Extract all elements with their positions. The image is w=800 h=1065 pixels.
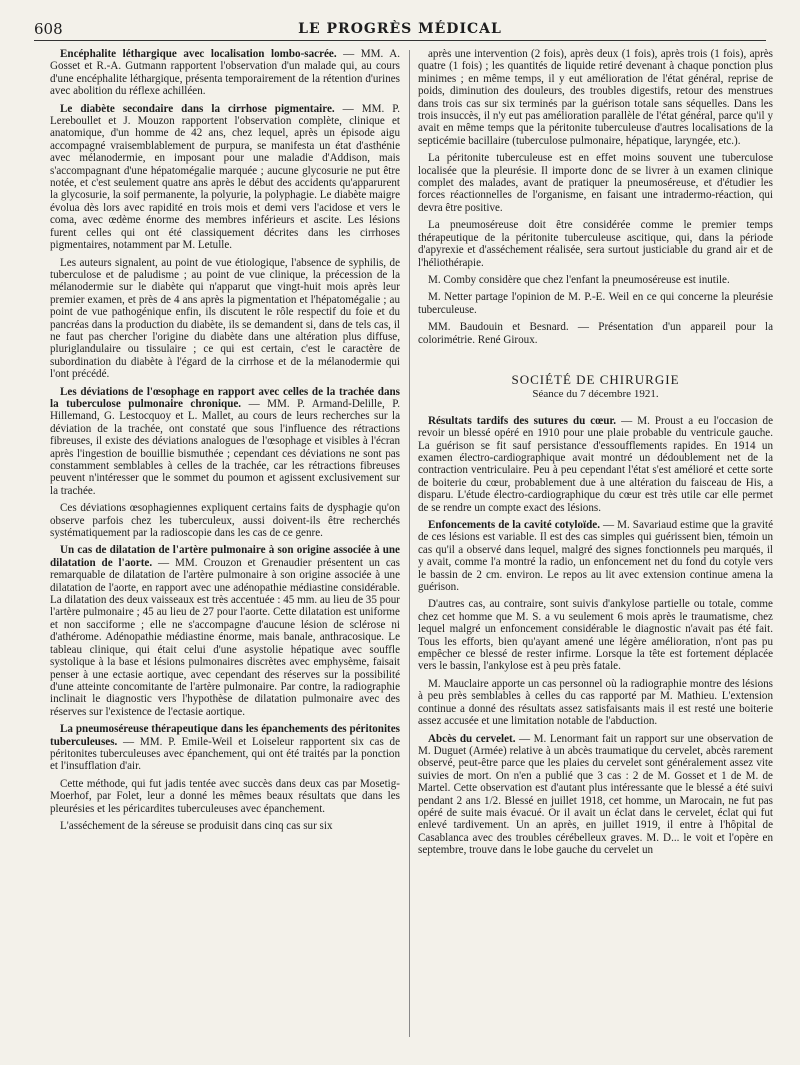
paragraph xyxy=(50,723,400,773)
paragraph xyxy=(50,778,400,815)
paragraph xyxy=(50,48,400,98)
paragraph-text: — MM. Crouzon et Grenaudier présentent un cas remarquable de dilatation de l'artère pulmonaire à son origine associée à une dilatation de l'aorte, en rapport avec une adénopathie médiastine considérable. La dilatation des deux vaisseaux est très accentuée : 45 mm. au lieu de 35 pour l'artère pulmonaire ; 45 au lieu de 27 pour l'aorte. Cette dilatation est uniforme et non sacciforme ; elle ne s'accompagne d'aucune lésion de sclérose ni d'athérome. Adénopathie médiastine énorme, mais banale, anthracosique. Le tableau clinique, qui était celui d'une asystolie hépatique avec souffle systolique à la base et lésions pulmonaires discrètes avec emphysème, faisait penser à une ectasie aortique, avec cependant des réserves sur la possibilité d'une atteinte concomitante de l'artère pulmonaire. Par contre, la radiographie inclinait le diagnostic vers l'hypothèse de dilatation pulmonaire avec des réserves sur l'existence de l'ectasie aortique. xyxy=(50,556,400,718)
paragraph xyxy=(418,598,773,672)
paragraph xyxy=(418,152,773,214)
section-title: Le diabète secondaire dans la cirrhose pigmentaire. xyxy=(60,102,335,115)
paragraph-text: — MM. P. Armand-Delille, P. Hillemand, G. Lestocquoy et L. Mallet, au cours de leurs recherches sur la déviation de la trachée, ont constaté que sous l'influence des rétractions fibreuses, il existe des déviations analogues de l'œsophage et visibles à l'écran après l'ingestion de bouillie bismuthée ; cependant ces déviations ne sont pas constamment semblables à celles de la trachée, car les rétractions fibreuses peuvent n'intéresser que le sommet du poumon et agissent exclusivement sur la trachée. xyxy=(50,397,400,497)
right-column-bottom xyxy=(418,415,773,857)
paragraph-text: — MM. A. Gosset et R.-A. Gutmann rapportent l'observation d'un malade qui, au cours d'une encéphalite léthargique, présenta temporairement de la rétention d'urines avec abolition du réflexe achilléen. xyxy=(50,48,401,98)
left-column xyxy=(50,48,400,837)
paragraph xyxy=(418,678,773,728)
section-title: Encéphalite léthargique avec localisation lombo-sacrée. xyxy=(60,48,337,60)
society-title: SOCIÉTÉ DE CHIRURGIE xyxy=(511,371,680,387)
paragraph-text: — MM. P. Lereboullet et J. Mouzon rapportent l'observation complète, clinique et anatomique, d'un homme de 42 ans, chez lequel, après un épisode aigu accompagné vraisemblablement de purpura, se manifesta un état d'asthénie avec mélanodermie, en imposant pour une maladie d'Addison, mais s'accompagnant d'une hépatomégalie marquée ; aucune glycosurie ne put être notée, et c'est seulement quatre ans après le début des accidents qu'apparurent la glycosurie, la soif permanente, la polyurie, la polyphagie. Le diabète maigre évolua dès lors avec rapidité en trois mois et demi vers l'acidose et vers le coma, avec œdème énorme des membres inférieurs et ascite. Les lésions furent celles qui ont été classiquement décrites dans les cirrhoses pigmentaires, notamment par M. Letulle. xyxy=(50,102,400,252)
paragraph-text: La péritonite tuberculeuse est en effet moins souvent une tuberculose localisée que la pleurésie. Il importe donc de se livrer à un examen clinique complet des malades, avant de pratiquer la pneumoséreuse, et d'étudier les forces réactionnelles de l'organisme, en faisant une intradermo-réaction, qui devra être positive. xyxy=(418,152,773,214)
right-column-top xyxy=(418,48,773,346)
page-header xyxy=(34,20,766,41)
section-title: Abcès du cervelet. xyxy=(428,732,516,745)
paragraph xyxy=(418,415,773,514)
paragraph-text: MM. Baudouin et Besnard. — Présentation d'un appareil pour la colorimétrie. René Giroux. xyxy=(418,321,773,346)
paragraph xyxy=(50,386,400,498)
paragraph xyxy=(418,219,773,269)
paragraph xyxy=(50,544,400,718)
paragraph-text: après une intervention (2 fois), après deux (1 fois), après trois (1 fois), après quatre (1 fois) ; les quantités de liquide retiré devenant à chaque ponction plus minimes ; en même temps, il y eut amélioration de l'état général, reprise de poids, diminution des douleurs, des troubles digestifs, retour des menstrues dans trois cas sur six terminés par la guérison totale sans séquelles. Dans les trois insuccès, il n'y eut pas amélioration parallèle de l'état général, parce qu'il y avait en même temps que la péritonite tuberculeuse d'autres localisations de la septicémie bacillaire (tuberculose pulmonaire, hépatique, laryngée, etc.). xyxy=(418,48,773,147)
paragraph xyxy=(50,257,400,381)
column-divider xyxy=(409,50,410,1037)
paragraph-text: M. Mauclaire apporte un cas personnel où la radiographie montre des lésions à peu près semblables à celles du cas rapporté par M. Mathieu. L'extension continue a donné des résultats assez satisfaisants mais il est resté une boiterie assez accusée et une limitation notable de l'abduction. xyxy=(418,677,773,728)
section-title: Résultats tardifs des sutures du cœur. xyxy=(428,414,617,427)
paragraph xyxy=(418,519,773,593)
paragraph-text: D'autres cas, au contraire, sont suivis d'ankylose partielle ou totale, comme chez cet homme que M. S. a vu seulement 6 mois après le traumatisme, chez lequel malgré un enfoncement considérable le diagnostic n'avait pas été fait. Tous les efforts, bien qu'ayant amené une légère amélioration, n'ont pas pu empêcher ce blessé de rester infirme. Lorsque la tête est fortement déplacée vers le bassin, l'ankylose est à peu près fatale. xyxy=(418,598,773,673)
paragraph xyxy=(418,48,773,147)
paragraph xyxy=(50,820,400,832)
paragraph-text: — M. Savariaud estime que la gravité de ces lésions est variable. Il est des cas simples qui guérissent bien, témoin un cas qu'il a observé dans lequel, malgré des signes fonctionnels peu marqués, il y avait, comme l'a montré la radio, un enfoncement net du fond du cotyle vers le bassin de 2 cm. environ. Le repos au lit avec extension continue amena la guérison. xyxy=(418,519,773,594)
paragraph-text: M. Netter partage l'opinion de M. P.-E. Weil en ce qui concerne la pleurésie tuberculeuse. xyxy=(418,291,773,316)
paragraph xyxy=(418,321,773,346)
paragraph xyxy=(418,733,773,857)
paragraph xyxy=(418,274,773,286)
paragraph-text: — M. Proust a eu l'occasion de revoir un blessé opéré en 1910 pour une plaie probable du ventricule gauche. La guérison se fit sauf persistance d'essoufflements rapides. En 1914 un examen électro-cardiographique avait montré un dédoublement net de la contraction ventriculaire. Peu à peu cependant l'état s'est amélioré et cette sorte de boiterie du cœur, probablement due à une altération du faisceau de His, a disparu. L'étude électro-cardiographique du cœur est très utile car elle permet de se rendre un compte exact des lésions. xyxy=(418,414,774,514)
paragraph-text: Les auteurs signalent, au point de vue étiologique, l'absence de syphilis, de tuberculose et de paludisme ; au point de vue clinique, la précession de la mélanodermie sur le diabète qui n'apparut que vingt-huit mois après leur premier examen, et près de 4 ans après la pigmentation et l'hépatomégalie ; au point de vue pathogénique enfin, ils discutent le rôle respectif du foie et du pancréas dans la production du diabète, ils se demandent si, dans de tels cas, il ne faut pas chercher l'origine du diabète dans une altération plus diffuse, pluriglandulaire ou tissulaire ; ce qui est certain, c'est le caractère de subordination du diabète à l'égard de la cirrhose et de la mélanodermie qui l'ont précédé. xyxy=(50,256,400,381)
paragraph xyxy=(50,103,400,252)
paragraph-text: Cette méthode, qui fut jadis tentée avec succès dans deux cas par Mosetig-Moerhof, par Folet, leur a donné les mêmes beaux résultats que dans les pleurésies et les péricardites tuberculeuses avec épanchement. xyxy=(50,777,400,815)
session-date: Séance du 7 décembre 1921. xyxy=(532,388,659,401)
journal-title: LE PROGRÈS MÉDICAL xyxy=(298,21,502,37)
paragraph-text: — M. Lenormant fait un rapport sur une observation de M. Duguet (Armée) relative à un abcès traumatique du cervelet, abcès rarement observé, peut-être parce que les plaies du cervelet sont généralement assez vite suivies de mort. On n'en a publié que 3 cas : 2 de M. Gosset et 1 de M. de Martel. Cette observation est d'autant plus intéressante que le blessé a été suivi pendant 2 ans 1/2. Blessé en juillet 1918, cet homme, un Marocain, ne fut pas opéré de suite mais évacué. Or il avait un éclat dans le cervelet, éclat qui fut enlevé tardivement. Un an après, en juillet 1919, il entre à l'hôpital de Casablanca avec des troubles cérébelleux graves. M. D... le voit et l'opère en septembre, trouve dans le lobe gauche du cervelet un xyxy=(418,732,773,857)
paragraph-text: Ces déviations œsophagiennes expliquent certains faits de dysphagie qu'on observe parfois chez les tuberculeux, aussi doivent-ils être recherchés systématiquement par la radioscopie dans les cas de ce genre. xyxy=(50,502,400,540)
section-title: Un cas de dilatation de l'artère pulmonaire à son origine associée à une dilatation de l'aorte. xyxy=(50,544,400,569)
section-title: La pneumoséreuse thérapeutique dans les épanchements des péritonites tuberculeuses. xyxy=(50,723,400,748)
section-title: Les déviations de l'œsophage en rapport avec celles de la trachée dans la tuberculose pulmonaire chronique. xyxy=(50,385,400,410)
paragraph xyxy=(418,291,773,316)
paragraph-text: L'asséchement de la séreuse se produisit dans cinq cas sur six xyxy=(60,819,333,832)
paragraph-text: M. Comby considère que chez l'enfant la pneumoséreuse est inutile. xyxy=(428,273,730,286)
page-number: 608 xyxy=(34,20,63,38)
paragraph-text: — MM. P. Emile-Weil et Loiseleur rapportent six cas de péritonites tuberculeuses avec épanchement, qui ont été traités par la ponction et l'insufflation d'air. xyxy=(50,735,400,773)
section-title: Enfoncements de la cavité cotyloïde. xyxy=(428,519,600,531)
right-column xyxy=(418,48,773,862)
paragraph xyxy=(50,502,400,539)
paragraph-text: La pneumoséreuse doit être considérée comme le premier temps thérapeutique de la péritonite tuberculeuse ascitique, qui, dans la période d'apyrexie et d'asséchement réalisée, sera surtout justiciable du grand air et de l'héliothérapie. xyxy=(418,219,773,269)
